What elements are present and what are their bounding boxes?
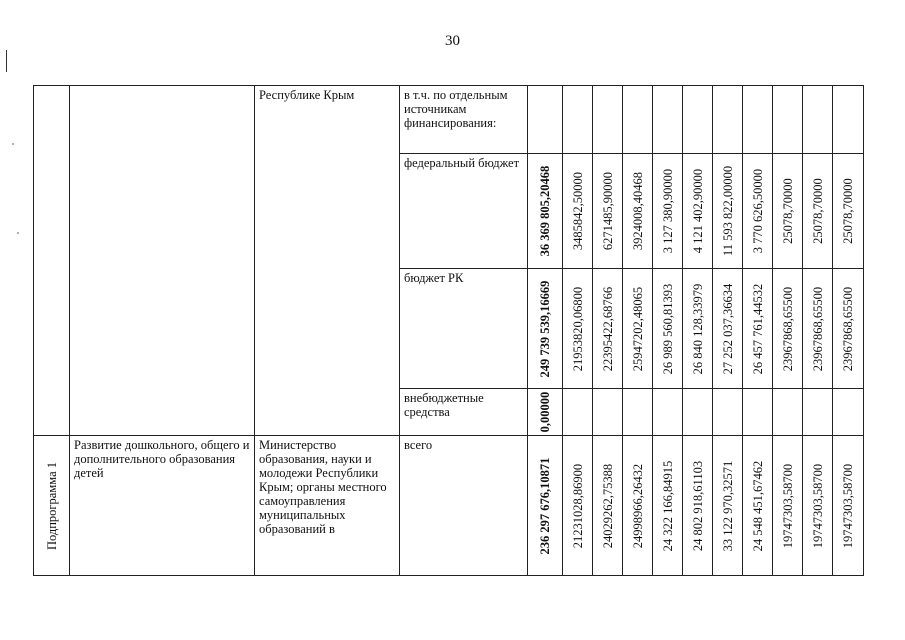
- year-value-cell: [713, 154, 743, 269]
- year-value-cell-text: 3924008,40468: [630, 171, 645, 251]
- sources-label-cell: [400, 86, 528, 154]
- year-value-cell-text: 22395422,68766: [600, 286, 615, 371]
- year-value-cell: [563, 269, 593, 389]
- year-value-cell: [713, 436, 743, 576]
- subprogram-name-cell: [70, 436, 255, 576]
- source-label-cell: [400, 389, 528, 436]
- year-value-cell: [713, 269, 743, 389]
- empty-cell: [563, 86, 593, 154]
- year-value-cell-text: 19747303,58700: [810, 463, 825, 548]
- year-value-cell: [593, 436, 623, 576]
- year-value-cell-text: 33 122 970,32571: [720, 460, 735, 551]
- year-value-cell: [743, 269, 773, 389]
- empty-cell: [528, 86, 563, 154]
- empty-cell: [623, 389, 653, 436]
- subprogram-source-cell-text: всего: [404, 438, 433, 452]
- empty-cell: [653, 389, 683, 436]
- year-value-cell: [623, 269, 653, 389]
- year-value-cell: [593, 154, 623, 269]
- subprogram-source-cell: [400, 436, 528, 576]
- year-value-cell: [623, 154, 653, 269]
- year-value-cell-text: 23967868,65500: [810, 286, 825, 371]
- year-value-cell-text: 24 802 918,61103: [690, 460, 705, 551]
- year-value-cell-text: 24998966,26432: [630, 463, 645, 548]
- year-value-cell-text: 6271485,90000: [600, 171, 615, 251]
- year-value-cell: [833, 154, 864, 269]
- year-value-cell: [773, 269, 803, 389]
- total-cell-text: 249 739 539,16669: [538, 280, 552, 377]
- total-cell-text: 36 369 805,20468: [538, 165, 552, 257]
- year-value-cell: [743, 154, 773, 269]
- empty-cell: [743, 86, 773, 154]
- empty-cell: [593, 389, 623, 436]
- year-value-cell: [653, 269, 683, 389]
- empty-cell: [773, 86, 803, 154]
- year-value-cell: [623, 436, 653, 576]
- cont-responsible-cell-text: Республике Крым: [259, 88, 355, 102]
- year-value-cell: [683, 154, 713, 269]
- empty-cell: [833, 389, 864, 436]
- year-value-cell-text: 27 252 037,36634: [720, 283, 735, 374]
- year-value-cell-text: 25078,70000: [841, 178, 855, 244]
- cont-code-cell: [34, 86, 70, 436]
- year-value-cell: [743, 436, 773, 576]
- year-value-cell: [653, 154, 683, 269]
- empty-cell: [653, 86, 683, 154]
- source-label-cell-text: внебюджетные средства: [404, 391, 484, 419]
- year-value-cell: [563, 436, 593, 576]
- sources-label-cell-text: в т.ч. по отдельным источникам финансирования:: [404, 88, 508, 130]
- source-label-cell-text: федеральный бюджет: [404, 156, 520, 170]
- source-label-cell-text: бюджет РК: [404, 271, 464, 285]
- total-cell-text: 0,00000: [538, 391, 552, 433]
- budget-table: [33, 85, 864, 576]
- year-value-cell: [683, 269, 713, 389]
- year-value-cell: [773, 436, 803, 576]
- scan-speck: [17, 232, 19, 234]
- cont-responsible-cell: [255, 86, 400, 436]
- empty-cell: [563, 389, 593, 436]
- year-value-cell: [653, 436, 683, 576]
- year-value-cell-text: 3 127 380,90000: [660, 168, 675, 254]
- empty-cell: [593, 86, 623, 154]
- total-cell: [528, 389, 563, 436]
- year-value-cell-text: 19747303,58700: [780, 463, 795, 548]
- year-value-cell: [833, 436, 864, 576]
- empty-cell: [743, 389, 773, 436]
- subprogram-code-cell: [34, 436, 70, 576]
- table-row: [34, 436, 864, 576]
- year-value-cell-text: 24 548 451,67462: [750, 460, 765, 551]
- cont-name-cell: [70, 86, 255, 436]
- year-value-cell-text: 11 593 822,00000: [720, 165, 735, 257]
- margin-mark: [6, 50, 7, 72]
- year-value-cell: [803, 154, 833, 269]
- total-cell: [528, 269, 563, 389]
- year-value-cell: [773, 154, 803, 269]
- year-value-cell-text: 25947202,48065: [630, 286, 645, 371]
- source-label-cell: [400, 154, 528, 269]
- year-value-cell-text: 26 457 761,44532: [750, 283, 765, 374]
- year-value-cell-text: 25078,70000: [780, 178, 795, 244]
- year-value-cell-text: 3485842,50000: [570, 171, 585, 251]
- year-value-cell-text: 3 770 626,50000: [750, 168, 765, 254]
- subprogram-responsible-cell: [255, 436, 400, 576]
- year-value-cell-text: 19747303,58700: [841, 463, 855, 548]
- subprogram-code-cell-text: Подпрограмма 1: [44, 461, 59, 550]
- empty-cell: [833, 86, 864, 154]
- empty-cell: [683, 389, 713, 436]
- subprogram-name-cell-text: Развитие дошкольного, общего и дополнительного образования детей: [74, 438, 250, 480]
- empty-cell: [683, 86, 713, 154]
- year-value-cell: [833, 269, 864, 389]
- scan-speck: [12, 143, 14, 145]
- year-value-cell-text: 25078,70000: [810, 178, 825, 244]
- total-cell: [528, 154, 563, 269]
- year-value-cell-text: 4 121 402,90000: [690, 168, 705, 254]
- year-value-cell-text: 26 989 560,81393: [660, 283, 675, 374]
- source-label-cell: [400, 269, 528, 389]
- year-value-cell-text: 26 840 128,33979: [690, 283, 705, 374]
- year-value-cell: [803, 269, 833, 389]
- empty-cell: [713, 389, 743, 436]
- year-value-cell-text: 23967868,65500: [780, 286, 795, 371]
- table-row: [34, 86, 864, 154]
- total-cell-text: 236 297 676,10871: [538, 457, 552, 554]
- year-value-cell-text: 21231028,86900: [570, 463, 585, 548]
- year-value-cell-text: 24029262,75388: [600, 463, 615, 548]
- empty-cell: [713, 86, 743, 154]
- subprogram-responsible-cell-text: Министерство образования, науки и молодежи Республики Крым; органы местного самоуправления муниципальных образований в: [259, 438, 387, 536]
- year-value-cell: [563, 154, 593, 269]
- page-number: 30: [445, 33, 460, 49]
- year-value-cell-text: 21953820,06800: [570, 286, 585, 371]
- empty-cell: [623, 86, 653, 154]
- year-value-cell: [593, 269, 623, 389]
- empty-cell: [773, 389, 803, 436]
- empty-cell: [803, 389, 833, 436]
- year-value-cell: [803, 436, 833, 576]
- empty-cell: [803, 86, 833, 154]
- total-cell: [528, 436, 563, 576]
- year-value-cell-text: 23967868,65500: [841, 286, 855, 371]
- year-value-cell: [683, 436, 713, 576]
- year-value-cell-text: 24 322 166,84915: [660, 460, 675, 551]
